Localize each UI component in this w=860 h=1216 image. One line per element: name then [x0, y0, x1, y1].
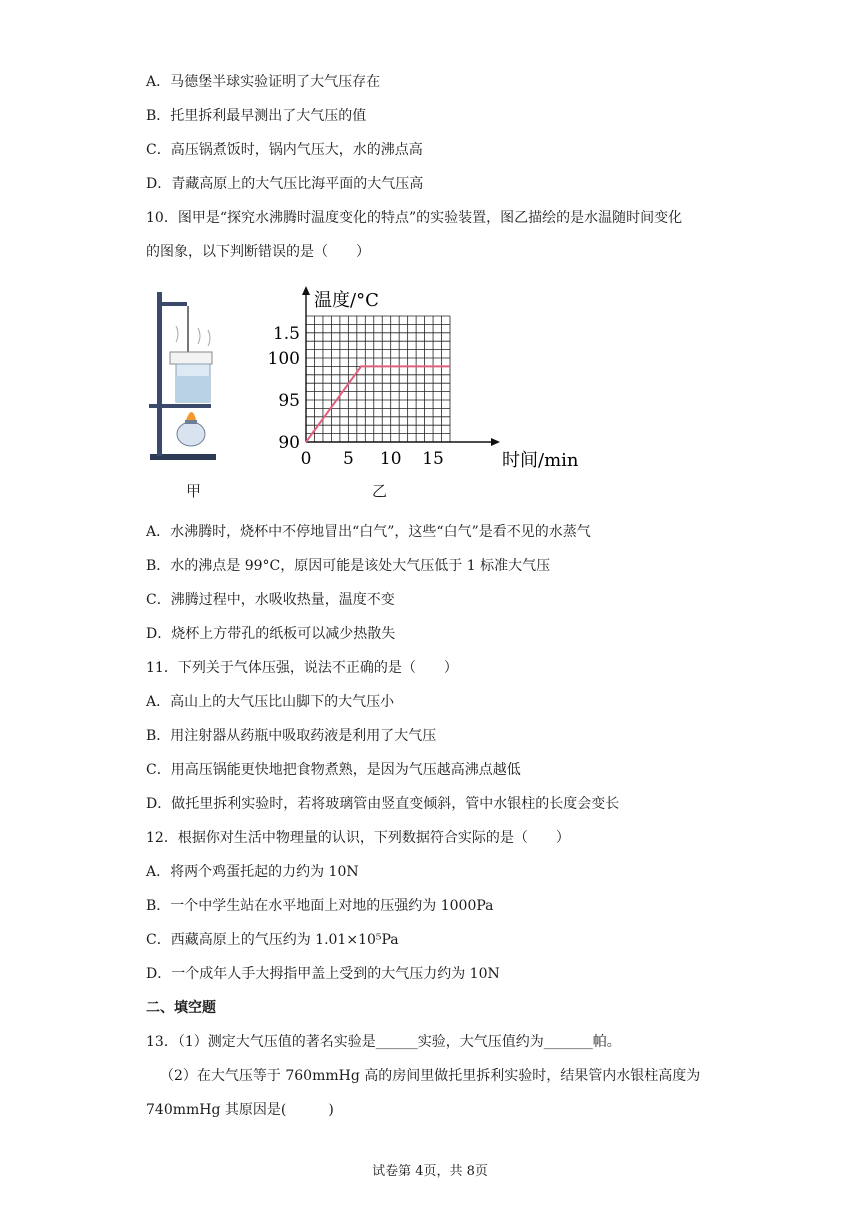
- series-line: [306, 366, 450, 442]
- x-tick-label: 15: [422, 449, 444, 469]
- question-13-part-2-cont: 740mmHg 其原因是( ): [146, 1102, 334, 1118]
- x-axis-arrow: [491, 438, 500, 446]
- question-11-option-a: A．高山上的大气压比山脚下的大气压小: [146, 694, 395, 710]
- x-axis-label: 时间/min: [502, 450, 579, 471]
- line-1: A．马德堡半球实验证明了大气压存在: [146, 74, 381, 90]
- caption-right: 乙: [372, 482, 388, 500]
- question-11-stem: 11．下列关于气体压强，说法不正确的是（ ）: [146, 660, 458, 676]
- question-12-option-c: C．西藏高原上的气压约为 1.01×10⁵Pa: [146, 932, 399, 948]
- question-11-option-d: D．做托里拆利实验时，若将玻璃管由竖直变倾斜，管中水银柱的长度会变长: [146, 796, 620, 812]
- apparatus-illustration: [146, 284, 226, 464]
- y-axis-arrow: [302, 286, 310, 295]
- line-3: C．高压锅煮饭时，锅内气压大，水的沸点高: [146, 142, 423, 158]
- line-2: B．托里拆利最早测出了大气压的值: [146, 108, 367, 124]
- question-10-line-2: 的图象，以下判断错误的是（ ）: [146, 244, 370, 260]
- question-10-figure: [146, 284, 579, 506]
- question-12-option-b: B．一个中学生站在水平地面上对地的压强约为 1000Pa: [146, 898, 494, 914]
- question-10-option-a: A．水沸腾时，烧杯中不停地冒出“白气”，这些“白气”是看不见的水蒸气: [146, 524, 591, 540]
- question-10-line-1: 10．图甲是“探究水沸腾时温度变化的特点”的实验装置，图乙描绘的是水温随时间变化: [146, 210, 683, 226]
- question-13-part-2: （2）在大气压等于 760mmHg 高的房间里做托里拆利实验时，结果管内水银柱高度为: [160, 1068, 701, 1084]
- question-12-option-d: D．一个成年人手大拇指甲盖上受到的大气压力约为 10N: [146, 966, 500, 982]
- x-tick-label: 10: [379, 449, 402, 469]
- y-tick-label: 1.5: [272, 323, 300, 344]
- x-tick-label: 0: [300, 449, 312, 469]
- section-title-fill-in: 二、填空题: [146, 1000, 216, 1016]
- caption-left: 甲: [186, 482, 202, 500]
- question-10-option-c: C．沸腾过程中，水吸收热量，温度不变: [146, 592, 395, 608]
- y-axis-label: 温度/°C: [314, 290, 379, 311]
- question-11-option-c: C．用高压锅能更快地把食物煮熟，是因为气压越高沸点越低: [146, 762, 521, 778]
- question-10-option-b: B．水的沸点是 99°C，原因可能是该处大气压低于 1 标准大气压: [146, 558, 551, 574]
- page-footer: 试卷第 4页，共 8页: [372, 1164, 488, 1179]
- question-12-stem: 12．根据你对生活中物理量的认识，下列数据符合实际的是（ ）: [146, 830, 570, 846]
- question-13-part-1: 13．（1）测定大气压值的著名实验是______实验，大气压值约为_______帕。: [146, 1034, 621, 1050]
- temperature-time-chart: [264, 284, 579, 484]
- y-tick-label: 95: [278, 391, 300, 411]
- x-tick-label: 5: [342, 449, 354, 469]
- y-tick-label: 90: [278, 433, 300, 453]
- y-tick-label: 100: [267, 349, 300, 369]
- question-12-option-a: A．将两个鸡蛋托起的力约为 10N: [146, 864, 359, 880]
- line-4: D．青藏高原上的大气压比海平面的大气压高: [146, 176, 424, 192]
- question-10-option-d: D．烧杯上方带孔的纸板可以减少热散失: [146, 626, 396, 642]
- question-11-option-b: B．用注射器从药瓶中吸取药液是利用了大气压: [146, 728, 437, 744]
